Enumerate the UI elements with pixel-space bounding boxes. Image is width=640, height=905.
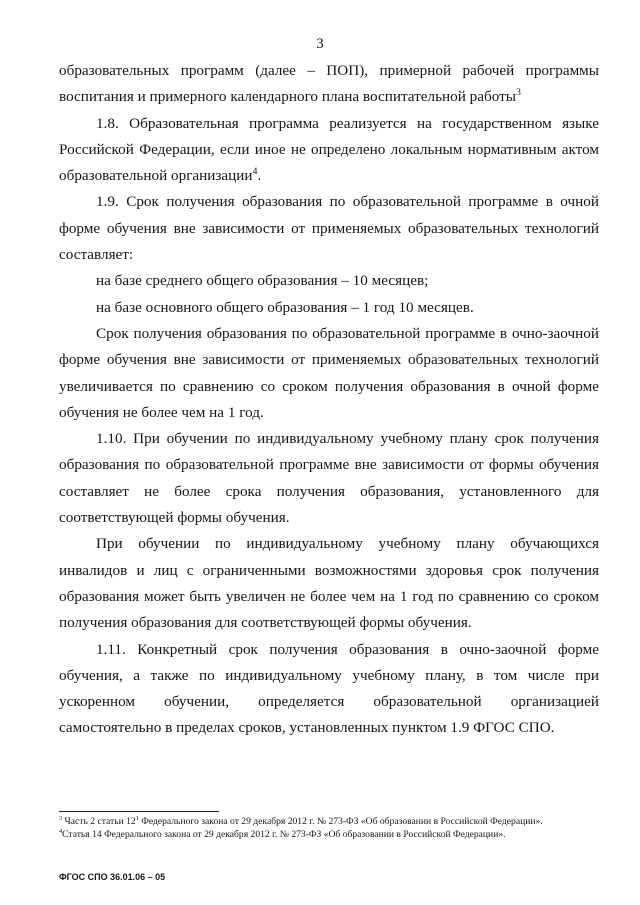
- footnote-text: Статья 14 Федерального закона от 29 декабря 2012 г. № 273-ФЗ «Об образовании в Российской Федерации».: [62, 829, 506, 840]
- paragraph-basic-basis: [59, 295, 599, 321]
- footer-document-code: ФГОС СПО 36.01.06 – 05: [59, 872, 166, 882]
- paragraph-tail: .: [257, 167, 262, 185]
- paragraph-text: При обучении по индивидуальному учебному плану обучающихся инвалидов и лиц с ограниченными возможностями здоровья срок получения образования может быть увеличен не более чем на 1 год по сравнению со сроком получения образования для соответствующей формы обучения.: [59, 535, 599, 632]
- paragraph-secondary-basis: [59, 268, 599, 294]
- footnote-divider: [59, 811, 219, 812]
- footnote-ref-4: 4: [252, 166, 258, 178]
- paragraph-1-9: [59, 189, 599, 268]
- paragraph-1-8: [59, 111, 599, 190]
- footnote-4: [59, 828, 604, 841]
- footnote-text: Федерального закона от 29 декабря 2012 г. № 273-ФЗ «Об образовании в Российской Федерации».: [141, 816, 543, 827]
- paragraph-part-time-term: [59, 321, 599, 426]
- paragraph-text: образовательных программ (далее – ПОП), примерной рабочей программы воспитания и примерного календарного плана воспитательной работы: [59, 62, 599, 106]
- paragraph-text: на базе среднего общего образования – 10 месяцев;: [96, 272, 429, 290]
- footnote-ref-3: 3: [515, 87, 521, 99]
- paragraph-1-10: [59, 426, 599, 531]
- paragraph-1-11: [59, 637, 599, 742]
- footnote-3: [59, 815, 604, 828]
- footnotes: [59, 811, 604, 841]
- document-body: [59, 58, 599, 742]
- footnote-superscript: 1: [135, 814, 139, 822]
- paragraph-pop-continuation: [59, 58, 599, 111]
- paragraph-text: 1.8. Образовательная программа реализуется на государственном языке Российской Федерации, если иное не определено локальным нормативным актом образовательной организации: [59, 114, 599, 185]
- paragraph-text: Срок получения образования по образовательной программе в очно-заочной форме обучения вне зависимости от применяемых образовательных технологий увеличивается по сравнению со сроком получения образования в очной форме обучения не более чем на 1 год.: [59, 324, 599, 421]
- paragraph-text: 1.10. При обучении по индивидуальному учебному плану срок получения образования по образовательной программе вне зависимости от формы обучения составляет не более срока получения образования, установленного для соответствующей формы обучения.: [59, 430, 599, 527]
- footnote-mark: 3: [59, 814, 63, 822]
- paragraph-text: 1.11. Конкретный срок получения образования в очно-заочной форме обучения, а также по индивидуальному учебному плану, в том числе при ускоренном обучении, определяется образовательной организацией самостоятельно в пределах сроков, установленных пунктом 1.9 ФГОС СПО.: [59, 640, 599, 737]
- footnote-text: Часть 2 статьи 12: [64, 816, 136, 827]
- footnote-mark: 4: [59, 827, 63, 835]
- paragraph-text: на базе основного общего образования – 1 год 10 месяцев.: [96, 298, 474, 316]
- page-number: 3: [316, 36, 324, 52]
- paragraph-disabled-students: [59, 531, 599, 636]
- paragraph-text: 1.9. Срок получения образования по образовательной программе в очной форме обучения вне зависимости от применяемых образовательных технологий составляет:: [59, 193, 599, 264]
